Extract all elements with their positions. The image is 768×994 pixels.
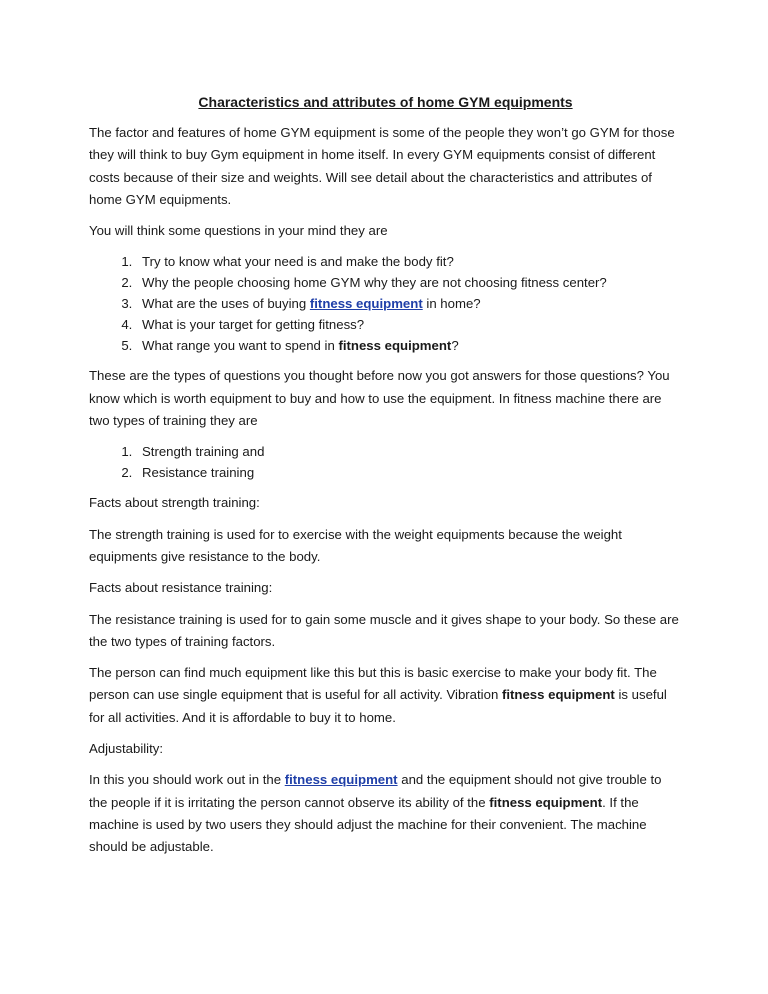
list-item-text: Try to know what your need is and make the body fit? [142, 254, 454, 270]
list-item-text-pre: What range you want to spend in [142, 338, 339, 354]
list-item [136, 335, 682, 356]
paragraph-text-mid: and the equipment should not give trouble to the people if it is irritating the person cannot observe its ability of the [89, 772, 662, 810]
bold-term: fitness equipment [489, 794, 603, 810]
intro-paragraph: The factor and features of home GYM equipment is some of the people they won’t go GYM for those they will think to buy Gym equipment in home itself. In every GYM equipments consist of different costs because of their size and weights. Will see detail about the characteristics and attributes of home GYM equipments. [89, 125, 675, 207]
fitness-equipment-link[interactable]: fitness equipment [309, 296, 423, 312]
answers-paragraph: These are the types of questions you thought before now you got answers for those questions? You know which is worth equipment to buy and how to use the equipment. In fitness machine there are two types of training they are [89, 368, 670, 429]
list-item-text: Strength training and [142, 444, 265, 460]
list-item-text-pre: What are the uses of buying [142, 296, 310, 312]
paragraph-text-post: . If the machine is used by two users they should adjust the machine for their convenient. The machine should be adjustable. [89, 794, 647, 855]
list-item-text-post: in home? [422, 296, 481, 312]
list-item [136, 314, 682, 335]
list-item-text: What is your target for getting fitness? [142, 317, 365, 333]
paragraph-text-post: is useful for all activities. And it is affordable to buy it to home. [89, 687, 667, 725]
list-item-text: Resistance training [142, 465, 255, 481]
list-item [136, 462, 682, 483]
paragraph-text-pre: The person can find much equipment like this but this is basic exercise to make your body fit. The person can use single equipment that is useful for all activity. Vibration [89, 665, 657, 703]
list-item [136, 441, 682, 462]
adjustability-heading: Adjustability: [89, 741, 164, 757]
adjustability-paragraph [89, 769, 682, 858]
strength-paragraph: The strength training is used for to exercise with the weight equipments because the weight equipments give resistance to the body. [89, 526, 622, 564]
list-item [136, 251, 682, 272]
strength-heading: Facts about strength training: [89, 495, 260, 511]
questions-list [89, 251, 682, 356]
questions-lead-paragraph: You will think some questions in your mind they are [89, 223, 388, 239]
resistance-heading: Facts about resistance training: [89, 580, 273, 596]
list-item-text-post: ? [451, 338, 459, 354]
fitness-equipment-link[interactable]: fitness equipment [284, 772, 398, 788]
list-item [136, 272, 682, 293]
bold-term: fitness equipment [338, 338, 452, 354]
training-types-list [89, 441, 682, 483]
list-item-text: Why the people choosing home GYM why they are not choosing fitness center? [142, 275, 607, 291]
bold-term: fitness equipment [501, 687, 615, 703]
resistance-paragraph: The resistance training is used for to gain some muscle and it gives shape to your body. So these are the two types of training factors. [89, 611, 679, 649]
paragraph-text-pre: In this you should work out in the [89, 772, 285, 788]
list-item [136, 293, 682, 314]
document-title: Characteristics and attributes of home GYM equipments [198, 94, 573, 110]
equipment-paragraph [89, 662, 682, 729]
